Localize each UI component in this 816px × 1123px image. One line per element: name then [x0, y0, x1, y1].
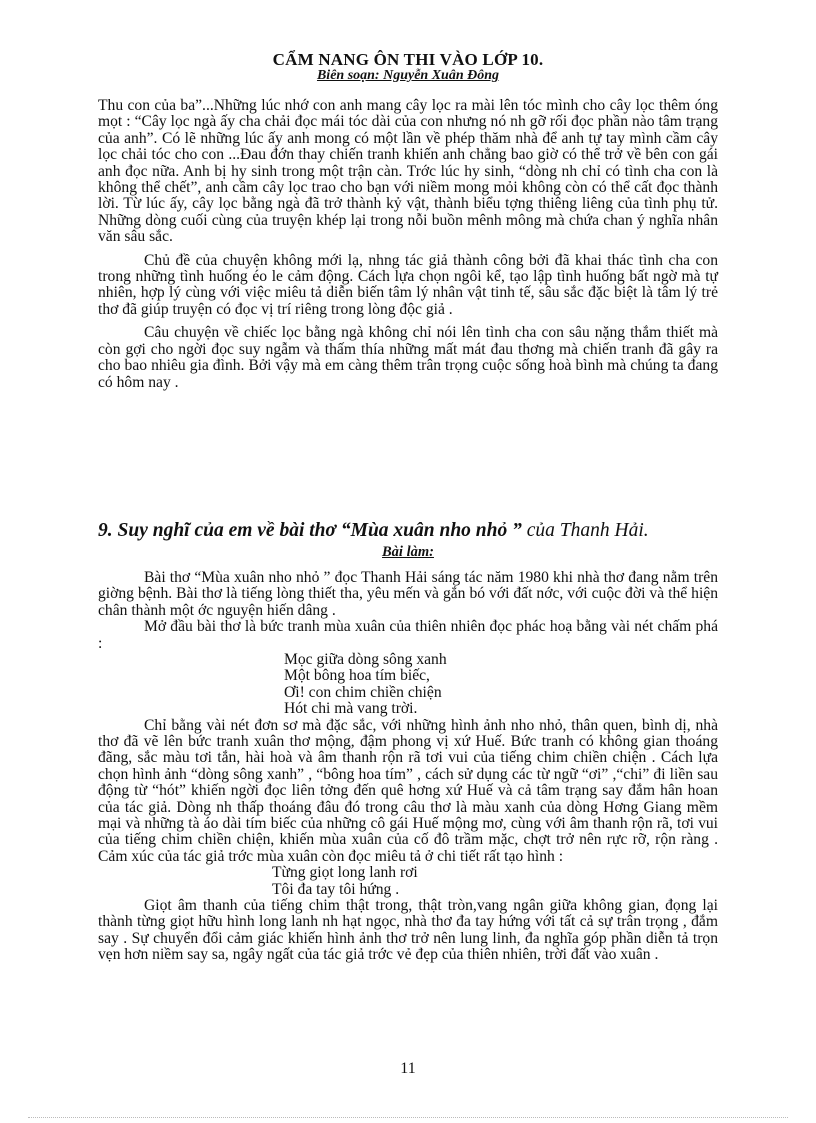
section-title-main: 9. Suy nghĩ của em về bài thơ “Mùa xuân nho nhỏ ”: [98, 520, 522, 541]
poem-line: Ơi! con chim chiền chiện: [284, 683, 442, 701]
header-title: CẨM NANG ÔN THI VÀO LỚP 10.: [272, 50, 544, 69]
poem-line: Một bông hoa tím biếc,: [284, 667, 430, 685]
section-subtitle: Bài làm:: [382, 544, 434, 560]
paragraph: Thu con của ba”...Những lúc nhớ con anh mang cây lọc ra mài lên tóc mình cho cây lọc thêm óng mọt : “Cây lọc ngà ấy cha chải đọc mái tóc dài của con nhưng nó nh gỡ rối đọc phần nào tâm trạng của anh”. Có lẽ những lúc ấy anh mong có một lần về phép thăm nhà để anh tự tay mình cầm cây lọc chải tóc cho con ...Đau đớn thay chiến tranh khiến anh chẳng bao giờ có thể trở về bên con gái anh đọc nữa. Anh bị hy sinh trong một trận càn. Trớc lúc hy sinh, “dòng nh chỉ có tình cha con là không thể chết”, anh cầm cây lọc trao cho bạn với niềm mong mỏi không còn có thể cất đọc thành lời. Từ lúc ấy, cây lọc bằng ngà đã trở thành kỷ vật, thành biểu tợng thiêng liêng của tình phụ tử. Những dòng cuối cùng của truyện khép lại trong nỗi buồn mênh mông mà chứa chan ý nghĩa nhân văn sâu sắc.: [98, 97, 718, 246]
poem-line: Mọc giữa dòng sông xanh: [284, 651, 447, 669]
part1-body: [98, 98, 718, 398]
paragraph: Câu chuyện về chiếc lọc bằng ngà không chỉ nói lên tình cha con sâu nặng thắm thiết mà còn gợi cho ngời đọc suy ngẫm và thấm thía những mất mát đau thơng mà chiến tranh đã gây ra cho bao nhiêu gia đình. Bởi vậy mà em càng thêm trân trọng cuộc sống hoà bình mà chúng ta đang có hôm nay .: [98, 324, 718, 391]
section-title-tail: của Thanh Hải.: [521, 520, 649, 541]
paragraph: Giọt âm thanh của tiếng chim thật trong, thật tròn,vang ngân giữa không gian, đọng lại thành từng giọt hữu hình long lanh nh hạt ngọc, nhà thơ đa tay hứng với tất cả sự trân trọng , đắm say . Sự chuyển đổi cảm giác khiến hình ảnh thơ trở nên lung linh, đa nghĩa góp phần diễn tả trọn vẹn hơn niềm say sa, ngây ngất của tác giả trớc vẻ đẹp của thiên nhiên, trời đất vào xuân .: [98, 897, 718, 964]
poem-line: Từng giọt long lanh rơi: [272, 864, 418, 882]
paragraph: Mở đầu bài thơ là bức tranh mùa xuân của thiên nhiên đọc phác hoạ bằng vài nét chấm phá :: [98, 618, 718, 652]
paragraph: Bài thơ “Mùa xuân nho nhỏ ” đọc Thanh Hải sáng tác năm 1980 khi nhà thơ đang nằm trên giờng bệnh. Bài thơ là tiếng lòng thiết tha, yêu mến và gắn bó với đất nớc, với cuộc đời và thể hiện chân thành một ớc nguyện hiến dâng .: [98, 569, 718, 619]
poem-block: [272, 865, 718, 898]
footer-divider: [28, 1117, 788, 1118]
page-number: 11: [400, 1060, 416, 1077]
paragraph: Chủ đề của chuyện không mới lạ, nhng tác giả thành công bởi đã khai thác tình cha con trong những tình huống éo le cảm động. Cách lựa chọn ngôi kể, tạo lập tình huống bất ngờ mà tự nhiên, hợp lý cùng với việc miêu tả diễn biến tâm lý nhân vật tinh tế, sâu sắc đặc biệt là tâm lý trẻ thơ đã giúp truyện có đọc vị trí riêng trong lòng độc giả .: [98, 251, 718, 318]
poem-line: Tôi đa tay tôi hứng .: [272, 880, 400, 898]
section9-body: [98, 570, 718, 964]
poem-block: [284, 652, 718, 718]
header-author: Biên soạn: Nguyễn Xuân Đông: [316, 68, 500, 83]
section-title: [98, 520, 738, 542]
paragraph: Chỉ bằng vài nét đơn sơ mà đặc sắc, với những hình ảnh nho nhỏ, thân quen, bình dị, nhà thơ đã vẽ lên bức tranh xuân thơ mộng, đậm phong vị xứ Huế. Bức tranh có không gian thoáng đãng, sắc màu tơi tắn, hài hoà và âm thanh rộn rã tơi vui của tiếng chim chiền chiện . Cách lựa chọn hình ảnh “dòng sông xanh” , “bông hoa tím” , cách sử dụng các từ ngữ “ơi” ,“chi” đi liền sau động từ “hót” khiến ngời đọc liên tởng đến quê hơng xứ Huế và cả tâm trạng say đắm hân hoan của tác giả. Dòng nh thấp thoáng đâu đó trong câu thơ là màu xanh của dòng Hơng Giang mềm mại và những tà áo dài tím biếc của những cô gái Huế mộng mơ, cùng với âm thanh rộn rã, tơi vui của tiếng chim chiền chiện, khiến mùa xuân của cố đô trầm mặc, chợt trở nên rực rỡ, rộn ràng . Cảm xúc của tác giả trớc mùa xuân còn đọc miêu tả ở chi tiết rất tạo hình :: [98, 716, 718, 865]
poem-line: Hót chi mà vang trời.: [284, 700, 418, 718]
